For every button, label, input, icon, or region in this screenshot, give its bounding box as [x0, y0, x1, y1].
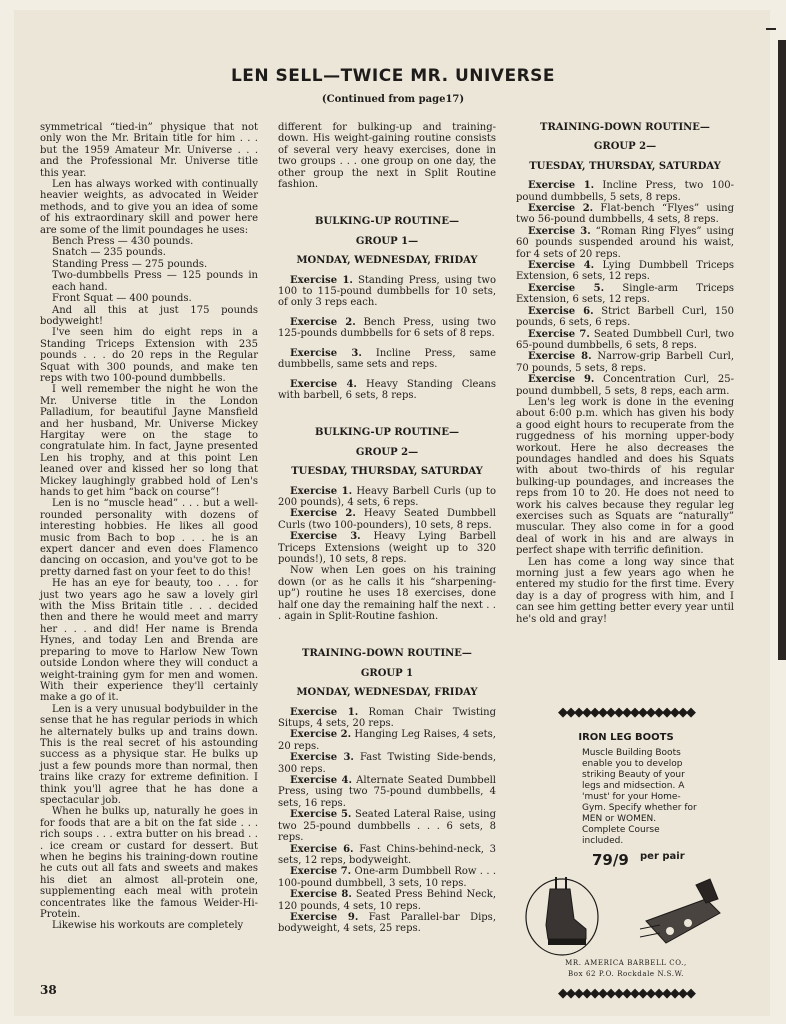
- exercise-item: Exercise 7. One-arm Dumbbell Row . . . 100-pound dumbbell, 3 sets, 10 reps.: [278, 866, 497, 889]
- exercise-item: Exercise 2. Flat-bench “Flyes” using two 56-pound dumbbells, 4 sets, 8 reps.: [516, 203, 734, 226]
- exercise-item: Exercise 1. Standing Press, using two 100 to 115-pound dumbbells for 10 sets, of only 3 reps each.: [278, 274, 497, 309]
- ad-price-unit: per pair: [640, 851, 685, 862]
- days-heading: MONDAY, WEDNESDAY, FRIDAY: [296, 687, 478, 699]
- column-3: [516, 122, 734, 625]
- exercise-item: Exercise 1. Heavy Barbell Curls (up to 200 pounds), 4 sets, 6 reps.: [278, 485, 497, 508]
- paragraph: Now when Len goes on his training down (or as he calls it his “sharpening-up”) routine he uses 18 exercises, done half one day the remaining half the next . . . again in Split-Routine fashion.: [278, 565, 496, 622]
- column-2: [278, 122, 496, 935]
- routine-heading: BULKING-UP ROUTINE—: [315, 216, 459, 228]
- paragraph: I well remember the night he won the Mr. Universe title in the London Palladium, for beautiful Jayne Mansfield and her husband, Mr. Universe Mickey Hargitay were on the stage to congratulate him. In fact, Jayne presented Len his trophy, and at this point Len leaned over and kissed her so long that Mickey laughingly grabbed hold of Len's hands to get him “back on course”!: [40, 384, 258, 498]
- exercise-item: Exercise 1. Incline Press, two 100-pound dumbbells, 5 sets, 8 reps.: [516, 180, 734, 203]
- paragraph: He has an eye for beauty, too . . . for just two years ago he saw a lovely girl with the Miss Britain title . . . decided then and there he would meet and marry her . . . and did! Her name is Brenda Hynes, and today Len and Brenda are preparing to move to Harlow New Town outside London where they will conduct a weight-training gym for men and women. With their experience they'll certainly make a go of it.: [40, 578, 258, 704]
- exercise-item: Exercise 2. Hanging Leg Raises, 4 sets, 20 reps.: [278, 729, 496, 752]
- exercise-item: Exercise 8. Narrow-grip Barbell Curl, 70 pounds, 5 sets, 8 reps.: [516, 351, 734, 374]
- paragraph: Len is no “muscle head” . . . but a well-rounded personality with dozens of interesting hobbies. He likes all good music from Bach to bop . . . he is an expert dancer and even does Flamenco dancing on occasion, and you've got to be pretty darned fast on your feet to do this!: [40, 498, 258, 578]
- group-heading: GROUP 2—: [355, 446, 419, 458]
- column-1: [40, 122, 258, 932]
- exercise-item: Exercise 9. Fast Parallel-bar Dips, bodyweight, 4 sets, 25 reps.: [278, 911, 496, 935]
- lift-item: Snatch — 235 pounds.: [52, 247, 166, 259]
- exercise-item: Exercise 5. Single-arm Triceps Extension, 6 sets, 12 reps.: [516, 282, 735, 306]
- iron-leg-boots-ad: [516, 705, 736, 1001]
- exercise-item: Exercise 9. Concentration Curl, 25-pound dumbbell, 5 sets, 8 reps, each arm.: [516, 374, 735, 397]
- routine-heading: TRAINING-DOWN ROUTINE—: [540, 122, 710, 133]
- lift-item: Front Squat — 400 pounds.: [52, 293, 192, 305]
- group-heading: GROUP 1: [360, 667, 414, 679]
- exercise-item: Exercise 4. Heavy Standing Cleans with barbell, 6 sets, 8 reps.: [278, 378, 497, 401]
- ad-company-name: MR. AMERICA BARBELL CO.,: [565, 959, 687, 967]
- continued-note: (Continued from page17): [321, 94, 465, 105]
- ad-title: IRON LEG BOOTS: [578, 732, 674, 743]
- days-heading: TUESDAY, THURSDAY, SATURDAY: [529, 160, 721, 172]
- lift-item: Standing Press — 275 pounds.: [52, 258, 208, 270]
- ad-company-address: Box 62 P.O. Rockdale N.S.W.: [568, 970, 684, 978]
- paragraph: Len has always worked with continually heavier weights, as advocated in Weider methods, and to give you an idea of some of his extraordinary skill and power here are some of the limit poundages he uses:: [40, 179, 258, 236]
- exercise-item: Exercise 8. Seated Press Behind Neck, 120 pounds, 4 sets, 10 reps.: [278, 889, 497, 912]
- ad-price: 79/9: [592, 851, 629, 869]
- exercise-item: Exercise 1. Roman Chair Twisting Situps, 4 sets, 20 reps.: [278, 706, 497, 730]
- corner-mark: [766, 28, 776, 30]
- exercise-item: Exercise 3. “Roman Ring Flyes” using 60 pounds suspended around his waist, for 4 sets of 20 reps.: [516, 225, 734, 260]
- group-heading: GROUP 2—: [593, 141, 657, 153]
- exercise-item: Exercise 6. Strict Barbell Curl, 150 pounds, 6 sets, 6 reps.: [516, 305, 734, 329]
- lift-item: Two-dumbbells Press — 125 pounds in each hand.: [52, 270, 258, 293]
- paragraph: I've seen him do eight reps in a Standing Triceps Extension with 235 pounds . . . do 20 reps in the Regular Squat with 300 pounds, and make ten reps with two 100-pound dumbbells.: [40, 327, 258, 384]
- paragraph: Likewise his workouts are completely: [52, 920, 244, 932]
- page-edge-shadow: [778, 40, 786, 660]
- diamond-border-top: ◆◆◆◆◆◆◆◆◆◆◆◆◆◆◆◆◆: [558, 705, 694, 720]
- exercise-item: Exercise 3. Fast Twisting Side-bends, 300 reps.: [278, 752, 497, 775]
- exercise-item: Exercise 4. Alternate Seated Dumbbell Press, using two 75-pound dumbbells, 4 sets, 16 reps.: [278, 775, 497, 809]
- paragraph: Len has come a long way since that morning just a few years ago when he entered my studio for the first time. Every day is a day of progress with him, and I can see him getting better every year until he's old and gray!: [516, 556, 734, 625]
- ad-body: Muscle Building Boots enable you to develop striking Beauty of your legs and midsection. A 'must' for your Home-Gym. Specify whether for MEN or WOMEN. Complete Course included.: [582, 748, 697, 846]
- routine-heading: BULKING-UP ROUTINE—: [315, 427, 459, 439]
- lift-item: Bench Press — 430 pounds.: [52, 236, 194, 248]
- paragraph: And all this at just 175 pounds bodyweight!: [40, 304, 258, 327]
- exercise-item: Exercise 4. Lying Dumbbell Triceps Extension, 6 sets, 12 reps.: [516, 260, 735, 283]
- exercise-item: Exercise 2. Bench Press, using two 125-pounds dumbbells for 6 sets of 8 reps.: [278, 316, 496, 340]
- article-title: LEN SELL—TWICE MR. UNIVERSE: [230, 66, 556, 86]
- diamond-border-bottom: ◆◆◆◆◆◆◆◆◆◆◆◆◆◆◆◆◆: [558, 986, 694, 1001]
- days-heading: TUESDAY, THURSDAY, SATURDAY: [291, 466, 483, 478]
- paragraph: Len is a very unusual bodybuilder in the sense that he has regular periods in which he alternately bulks up and trains down. This is the real secret of his astounding success as a physique star. He bulks up just a few pounds more than normal, then trains like crazy for extreme definition. I think you'll agree that he has done a spectacular job.: [40, 703, 258, 806]
- exercise-item: Exercise 6. Fast Chins-behind-neck, 3 sets, 12 reps, bodyweight.: [278, 843, 497, 866]
- paragraph: Len's leg work is done in the evening about 6:00 p.m. which has given his body a good eight hours to recuperate from the ruggedness of his morning upper-body workout. Here he also decreases the poundages handled and does his Squats with about two-thirds of his regular bulking-up poundages, and increases the reps from 10 to 20. He does not need to work his calves because they regular leg exercises such as Squats are “naturally” muscular. They also come in for a good deal of work in his and are always in perfect shape with terrific definition.: [516, 396, 734, 557]
- paragraph: symmetrical “tied-in” physique that not only won the Mr. Britain title for him . . . but the 1959 Amateur Mr. Universe . . . and the Professional Mr. Universe title this year.: [40, 122, 258, 179]
- exercise-item: Exercise 3. Incline Press, same dumbbells, same sets and reps.: [278, 347, 497, 371]
- group-heading: GROUP 1—: [355, 235, 419, 247]
- page-number: 38: [40, 983, 57, 997]
- exercise-item: Exercise 2. Heavy Seated Dumbbell Curls (two 100-pounders), 10 sets, 8 reps.: [278, 508, 497, 531]
- paragraph: different for bulking-up and training-down. His weight-gaining routine consists of several very heavy exercises, done in two groups . . . one group on one day, the other group the next in Split Routine fashion.: [278, 122, 496, 191]
- boots-illustration: [520, 859, 730, 963]
- exercise-item: Exercise 3. Heavy Lying Barbell Triceps Extensions (weight up to 320 pounds!), 10 sets, 8 reps.: [278, 531, 497, 565]
- price-row: [516, 847, 736, 957]
- exercise-item: Exercise 5. Seated Lateral Raise, using two 25-pound dumbbells . . . 6 sets, 8 reps.: [278, 809, 496, 844]
- routine-heading: TRAINING-DOWN ROUTINE—: [302, 648, 472, 660]
- paragraph: When he bulks up, naturally he goes in for foods that are a bit on the fat side . . . rich soups . . . extra butter on his bread . . . ice cream or custard for dessert. But when he begins his training-down routine he cuts out all fats and sweets and makes his diet an almost all-protein one, supplementing each meal with protein concentrates like the famous Weider-Hi-Protein.: [40, 806, 258, 921]
- exercise-item: Exercise 7. Seated Dumbbell Curl, two 65-pound dumbbells, 6 sets, 8 reps.: [516, 328, 734, 351]
- days-heading: MONDAY, WEDNESDAY, FRIDAY: [296, 255, 478, 267]
